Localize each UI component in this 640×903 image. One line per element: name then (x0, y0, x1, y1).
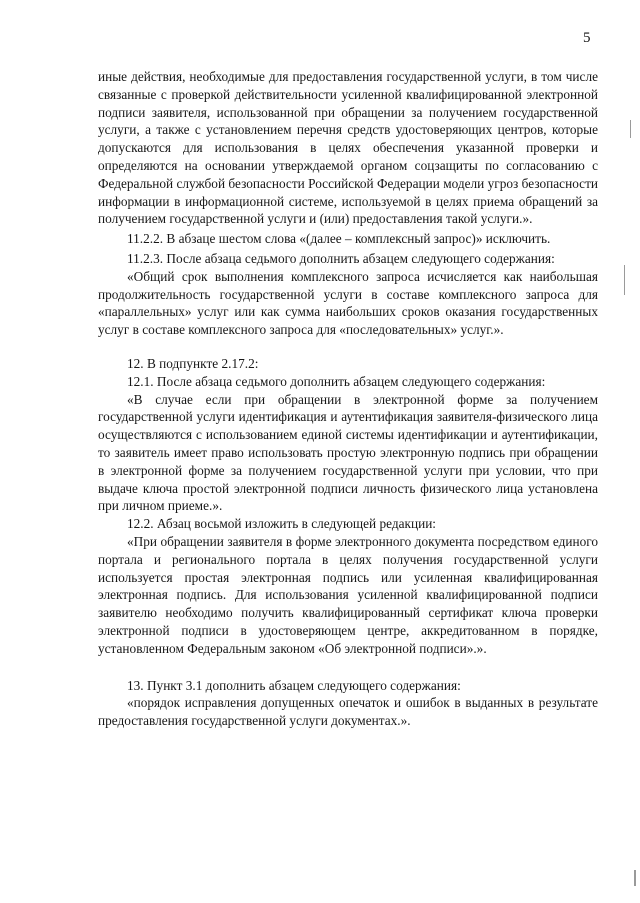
quote-complex-request: «Общий срок выполнения комплексного запроса исчисляется как наибольшая продолжительность государственной услуги в составе комплексного запроса для «параллельных» услуг или как сумма наибольших сроков оказания государственных услуг в составе комплексного запроса для «последовательных» услуг.». (98, 268, 598, 338)
paragraph-12-1: 12.1. После абзаца седьмого дополнить абзацем следующего содержания: (127, 373, 546, 389)
paragraph-continuation: иные действия, необходимые для предоставления государственной услуги, в том числе связанные с проверкой действительности усиленной квалифицированной электронной подписи заявителя, использованной при обращении за получением государственной услуги, а также с установлением перечня средств удостоверяющих центров, которые допускаются для использования в целях обеспечения указанной проверки и определяются на основании утверждаемой органом соцзащиты по согласованию с Федеральной службой безопасности Российской Федерации модели угроз безопасности информации в информационной системе, используемой в целях приема обращений за получением государственной услуги и (или) предоставления такой услуги.». (98, 69, 598, 227)
paragraph-11-2-3: 11.2.3. После абзаца седьмого дополнить абзацем следующего содержания: (127, 250, 555, 266)
paragraph-12-2: 12.2. Абзац восьмой изложить в следующей редакции: (127, 516, 437, 532)
paragraph-12: 12. В подпункте 2.17.2: (127, 355, 259, 371)
quote-typo-correction: «порядок исправления допущенных опечаток и ошибок в выданных в результате предоставления государственной услуги документах.». (98, 695, 598, 729)
quote-electronic-document: «При обращении заявителя в форме электронного документа посредством единого портала и регионального портала в целях получения государственной услуги используется простая электронная подпись или усиленная квалифицированная электронная подпись. Для использования усиленной квалифицированной подписи заявителю необходимо получить квалифицированный сертификат ключа проверки электронной подписи в удостоверяющем центре, аккредитованном в порядке, установленном Федеральным законом «Об электронной подписи».». (98, 533, 598, 656)
scan-mark (630, 120, 631, 138)
scan-mark (624, 265, 625, 295)
quote-simple-signature: «В случае если при обращении в электронной форме за получением государственной услуги идентификация и аутентификация заявителя-физического лица осуществляются с использованием единой системы идентификации и аутентификации, то заявитель имеет право использовать простую электронную подпись при обращении в электронной форме за получением государственной услуги при условии, что при выдаче ключа простой электронной подписи личность физического лица установлена при личном приеме.». (98, 391, 598, 514)
page-number: 5 (583, 30, 591, 46)
paragraph-11-2-2: 11.2.2. В абзаце шестом слова «(далее – комплексный запрос)» исключить. (127, 231, 551, 247)
paragraph-13: 13. Пункт 3.1 дополнить абзацем следующего содержания: (127, 677, 461, 693)
scan-mark (634, 870, 636, 886)
document-body (98, 68, 598, 730)
